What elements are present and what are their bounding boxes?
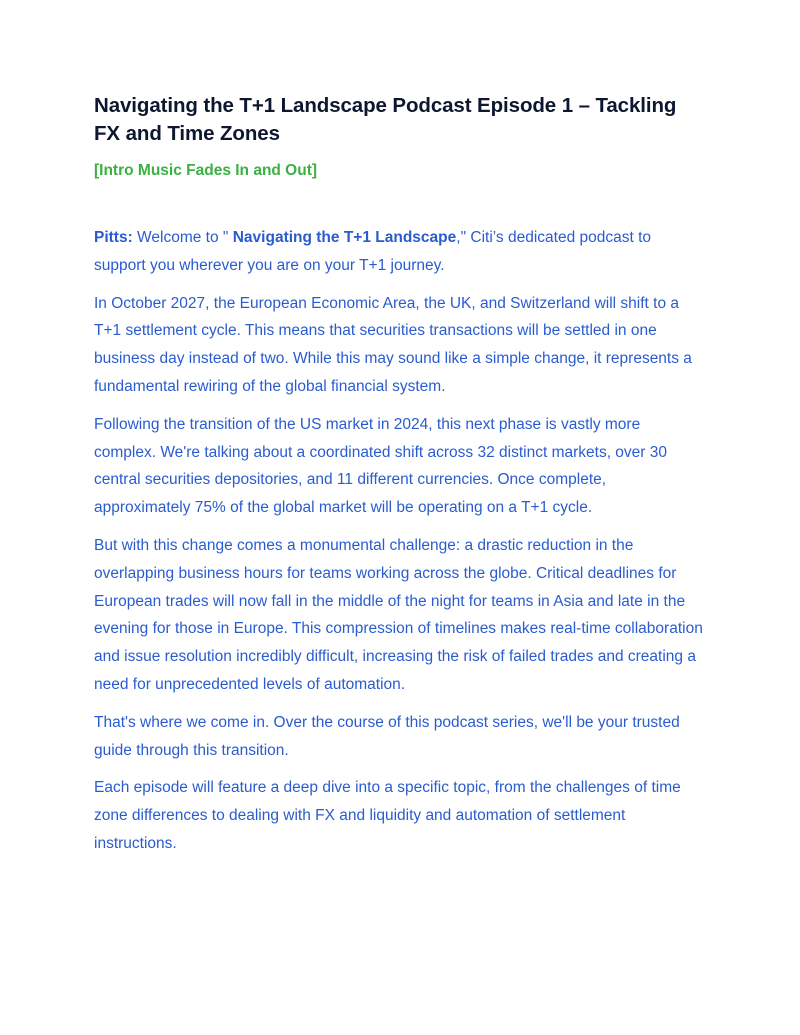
document-page <box>94 92 706 868</box>
document-title: Navigating the T+1 Landscape Podcast Episode 1 – Tackling FX and Time Zones <box>94 94 677 145</box>
podcast-name: Navigating the T+1 Landscape <box>232 229 457 246</box>
transcript-body <box>94 224 706 858</box>
paragraph-challenge: But with this change comes a monumental challenge: a drastic reduction in the overlapping business hours for teams working across the globe. Critical deadlines for European trades will now fall in the middle of the night for teams in Asia and late in the evening for those in Europe. This compression of timelines makes real-time collaboration and issue resolution incredibly difficult, increasing the risk of failed trades and creating a need for unprecedented levels of automation. <box>94 536 703 693</box>
intro-music-cue: [Intro Music Fades In and Out] <box>94 162 318 179</box>
paragraph-complexity: Following the transition of the US market in 2024, this next phase is vastly more complex. We're talking about a coordinated shift across 32 distinct markets, over 30 central securities depositories, and 11 different currencies. Once complete, approximately 75% of the global market will be operating on a T+1 cycle. <box>94 415 668 517</box>
intro-trailing-text: ," Citi’s dedicated podcast to support you wherever you are on your T+1 journey. <box>94 229 652 274</box>
intro-lead-text: Welcome to " <box>132 229 233 246</box>
paragraph-episode-topics: Each episode will feature a deep dive into a specific topic, from the challenges of time zone differences to dealing with FX and liquidity and automation of settlement instructions. <box>94 779 681 852</box>
paragraph-t1-shift: In October 2027, the European Economic Area, the UK, and Switzerland will shift to a T+1 settlement cycle. This means that securities transactions will be settled in one business day instead of two. While this may sound like a simple change, it represents a fundamental rewiring of the global financial system. <box>94 294 692 395</box>
intro-paragraph <box>94 224 706 280</box>
speaker-label: Pitts: <box>94 229 133 246</box>
paragraph-series-guide: That's where we come in. Over the course of this podcast series, we'll be your trusted guide through this transition. <box>94 713 680 759</box>
